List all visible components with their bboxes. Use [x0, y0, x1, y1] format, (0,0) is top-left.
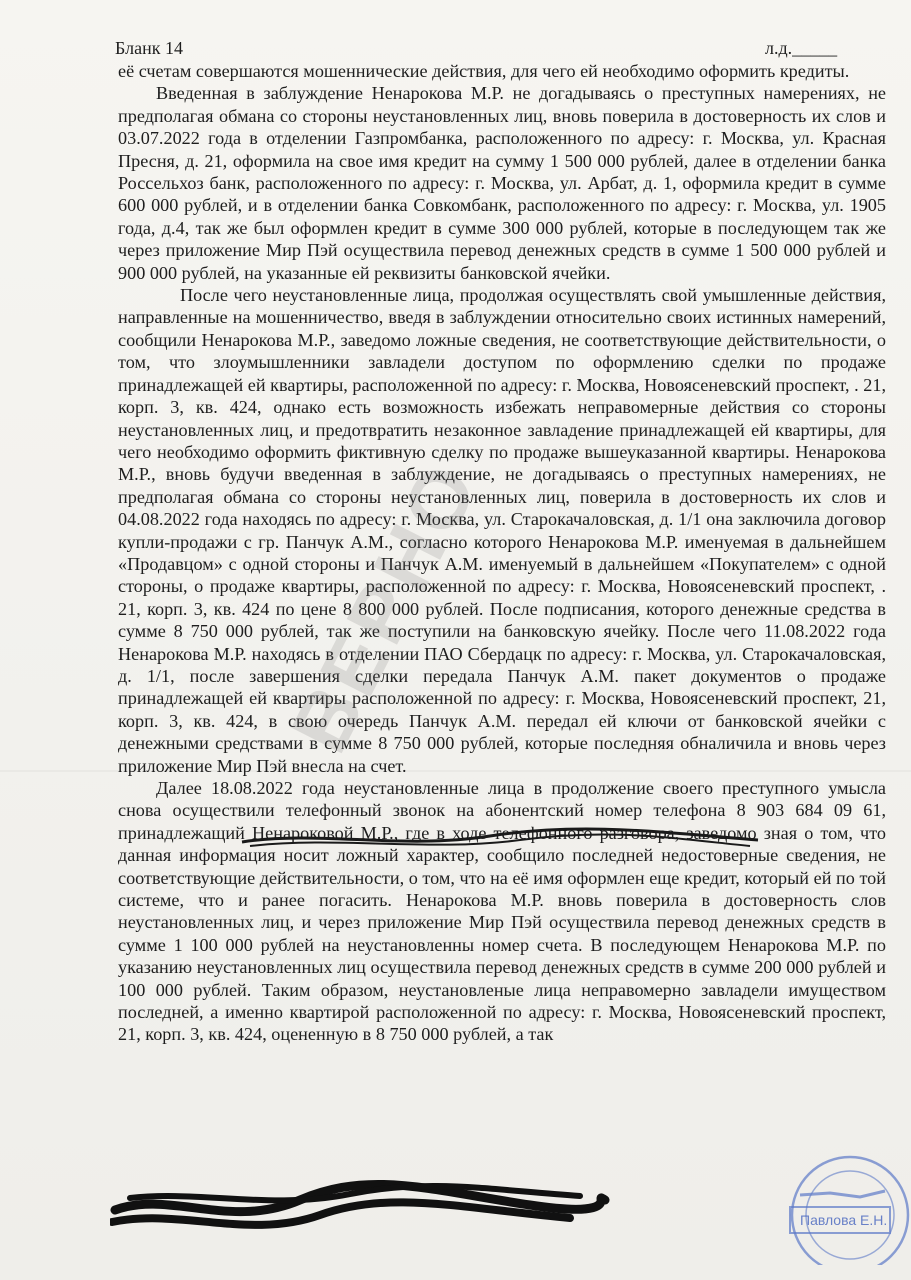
document-body — [118, 60, 886, 1046]
redaction-scribble-bottom — [110, 1160, 610, 1250]
form-label: Бланк 14 — [115, 38, 183, 58]
official-seal — [770, 1145, 910, 1265]
paragraph-continuation: её счетам совершаются мошеннические действия, для чего ей необходимо оформить кредиты. — [118, 61, 850, 81]
watermark-stamp: ВЕРНО — [274, 447, 497, 767]
paragraph-credit-loans: Введенная в заблуждение Ненарокова М.Р. не догадываясь о преступных намерениях, не предполагая обмана со стороны неустановленных лиц, вновь поверила в достоверность их слов и 03.07.2022 года в отделении Газпромбанка, расположенного по адресу: г. Москва, ул. Красная Пресня, д. 21, оформила на свое имя кредит на сумму 1 500 000 рублей, далее в отделении банка Россельхоз банк, расположенного по адресу: г. Москва, ул. Арбат, д. 1, оформила кредит в сумме 600 000 рублей, и в отделении банка Совкомбанк, расположенного по адресу: г. Москва, ул. 1905 года, д.4, так же был оформлен кредит в сумме 300 000 рублей, которые в последующем так же через приложение Мир Пэй осуществила перевод денежных средств в сумме 1 500 000 рублей и 900 000 рублей, на указанные ей реквизиты банковской ячейки. — [118, 83, 886, 283]
sheet-label: л.д._____ — [765, 38, 838, 58]
paragraph-apartment-sale: После чего неустановленные лица, продолжая осуществлять свой умышленные действия, направленные на мошенничество, введя в заблуждении относительно своих истинных намерений, сообщили Ненарокова М.Р., заведомо ложные сведения, не соответствующие действительности, о том, что злоумышленники завладели доступом по оформлению сделки по продаже принадлежащей ей квартиры, расположенной по адресу: г. Москва, Новоясеневский проспект, . 21, корп. 3, кв. 424, однако есть возможность избежать неправомерные действия со стороны неустановленных лиц, и предотвратить незаконное завладение принадлежащей ей квартиры, для чего необходимо оформить фиктивную сделку по продаже вышеуказанной квартиры. Ненарокова М.Р., вновь будучи введенная в заблуждение, не догадываясь о преступных намерениях, не предполагая обмана со стороны неустановленных лиц, поверила в достоверность их слов и 04.08.2022 года находясь по адресу: г. Москва, ул. Старокачаловская, д. 1/1 она заключила договор купли-продажи с гр. Панчук А.М., согласно которого Ненарокова М.Р. именуемая в дальнейшем «Продавцом» с одной стороны и Панчук А.М. именуемый в дальнейшем «Покупателем» с одной стороны, о продаже квартиры, расположенной по адресу: г. Москва, Новоясеневский проспект, . 21, корп. 3, кв. 424 по цене 8 800 000 рублей. После подписания, которого денежные средства в сумме 8 750 000 рублей, так же поступили на банковскую ячейку. После чего 11.08.2022 года Ненарокова М.Р. находясь в отделении ПАО Сбердацк по адресу: г. Москва, ул. Старокачаловская, д. 1/1, после завершения сделки передала Панчук А.М. пакет документов о продаже принадлежащей ей квартиры расположенной по адресу: г. Москва, Новоясеневский проспект, 21, корп. 3, кв. 424, в свою очередь Панчук А.М. передал ей ключи от банковской ячейки с денежными средствами в сумме 8 750 000 рублей, которые последняя обналичила и вновь через приложение Мир Пэй внесла на счет. — [118, 285, 886, 776]
seal-signature-name: Павлова Е.Н. — [800, 1212, 888, 1228]
paragraph-further-transfers: Далее 18.08.2022 года неустановленные лица в продолжение своего преступного умысла снова осуществили телефонный звонок на абонентский номер телефона 8 903 684 09 61, принадлежащий Ненароковой М.Р., где в ходе телефонного разговора, заведомо зная о том, что данная информация носит ложный характер, сообщило последней недостоверные сведения, не соответствующие действительности, о том, что на её имя оформлен еще кредит, который ей по той системе, что и ранее погасить. Ненарокова М.Р. вновь поверила в достоверность слов неустановленных лиц, и через приложение Мир Пэй осуществила перевод денежных средств в сумме 1 100 000 рублей на неустановленны номер счета. В последующем Ненарокова М.Р. по указанию неустановленных лиц осуществила перевод денежных средств в сумме 200 000 рублей и 100 000 рублей. Таким образом, неустановленые лица неправомерно завладели имуществом последней, а именно квартирой расположенной по адресу: г. Москва, Новоясеневский проспект, 21, корп. 3, кв. 424, оцененную в 8 750 000 рублей, а так — [118, 778, 886, 1045]
